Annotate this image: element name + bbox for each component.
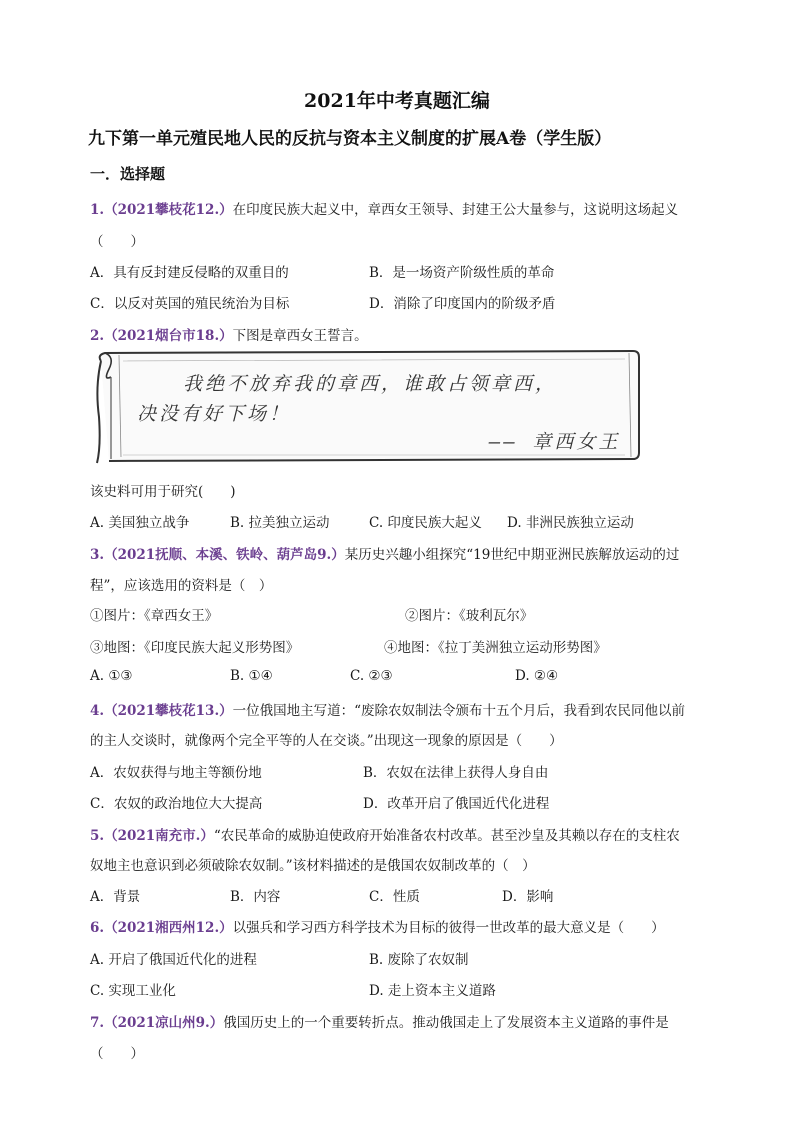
option-b: B. 废除了农奴制 — [369, 952, 469, 968]
option-d: D. 走上资本主义道路 — [369, 983, 496, 999]
option-b: B. ①④ — [230, 668, 273, 684]
question-text: 某历史兴趣小组探究“19世纪中期亚洲民族解放运动的过 — [344, 547, 680, 563]
question-4-stem-2: 的主人交谈时，就像两个完全平等的人在交谈。”出现这一现象的原因是（ ） — [90, 733, 563, 749]
scroll-image — [93, 347, 641, 467]
question-number: 4. — [90, 703, 105, 719]
question-source: （2021抚顺、本溪、铁岭、葫芦岛9.） — [104, 547, 345, 563]
option-c: C．性质 — [369, 889, 420, 905]
question-text: 俄国历史上的一个重要转折点。推动俄国走上了发展资本主义道路的事件是 — [223, 1015, 669, 1031]
question-number: 2. — [90, 328, 105, 344]
option-b: B．内容 — [230, 889, 281, 905]
option-d: D．影响 — [502, 889, 554, 905]
quote-line-1: 我绝不放弃我的章西，谁敢占领章西， — [183, 373, 558, 395]
option-a: A．背景 — [90, 889, 141, 905]
question-3-stem-2: 程”，应该选用的资料是（ ） — [90, 578, 273, 594]
question-1-blank: （ ） — [90, 234, 144, 250]
material-item: ②图片：《玻利瓦尔》 — [405, 608, 534, 624]
question-2-stem — [90, 324, 368, 344]
question-source: （2021湘西州12.） — [104, 920, 233, 936]
question-source: （2021南充市.） — [104, 828, 214, 844]
material-item: ③地图：《印度民族大起义形势图》 — [90, 640, 300, 656]
option-a: A. ①③ — [90, 668, 133, 684]
question-number: 3. — [90, 547, 105, 563]
option-b: B．是一场资产阶级性质的革命 — [369, 265, 555, 281]
question-text: “农民革命的威胁迫使政府开始准备农村改革。甚至沙皇及其赖以存在的支柱农 — [213, 828, 680, 844]
material-item: ①图片：《章西女王》 — [90, 608, 219, 624]
question-number: 5. — [90, 828, 105, 844]
question-1-stem — [90, 198, 678, 218]
question-2-ask: 该史料可用于研究( ) — [90, 484, 236, 500]
option-b: B. 拉美独立运动 — [230, 515, 330, 531]
question-3-stem — [90, 543, 679, 563]
option-a: A. 开启了俄国近代化的进程 — [90, 952, 257, 968]
option-a: A．农奴获得与地主等额份地 — [90, 765, 262, 781]
question-source: （2021攀枝花12.） — [104, 202, 233, 218]
option-c: C. 实现工业化 — [90, 983, 176, 999]
option-c: C. ②③ — [350, 668, 393, 684]
question-4-stem — [90, 699, 685, 719]
question-text: 下图是章西女王誓言。 — [232, 328, 368, 344]
option-c: C．以反对英国的殖民统治为目标 — [90, 296, 290, 312]
option-a: A．具有反封建反侵略的双重目的 — [90, 265, 289, 281]
page-subtitle: 九下第一单元殖民地人民的反抗与资本主义制度的扩展A卷（学生版） — [88, 129, 612, 149]
question-number: 7. — [90, 1015, 105, 1031]
question-source: （2021烟台市18.） — [104, 328, 233, 344]
question-5-stem — [90, 824, 680, 844]
question-text: 一位俄国地主写道：“废除农奴制法令颁布十五个月后，我看到农民同他以前 — [232, 703, 686, 719]
question-text: 在印度民族大起义中，章西女王领导、封建王公大量参与，这说明这场起义 — [232, 202, 679, 218]
material-item: ④地图：《拉丁美洲独立运动形势图》 — [384, 640, 607, 656]
option-d: D．改革开启了俄国近代化进程 — [363, 796, 550, 812]
option-d: D. 非洲民族独立运动 — [507, 515, 634, 531]
option-c: C．农奴的政治地位大大提高 — [90, 796, 263, 812]
option-d: D．消除了印度国内的阶级矛盾 — [369, 296, 556, 312]
option-b: B．农奴在法律上获得人身自由 — [363, 765, 549, 781]
question-7-stem — [90, 1011, 669, 1031]
question-7-blank: （ ） — [90, 1046, 144, 1062]
question-6-stem — [90, 916, 665, 936]
question-number: 6. — [90, 920, 105, 936]
question-source: （2021凉山州9.） — [104, 1015, 224, 1031]
option-d: D. ②④ — [515, 668, 559, 684]
page-title: 2021年中考真题汇编 — [304, 90, 490, 112]
option-a: A. 美国独立战争 — [90, 515, 190, 531]
question-text: 以强兵和学习西方科学技术为目标的彼得一世改革的最大意义是（ ） — [232, 920, 665, 936]
option-c: C. 印度民族大起义 — [369, 515, 482, 531]
section-heading: 一．选择题 — [90, 165, 166, 183]
question-5-stem-2: 奴地主也意识到必须破除农奴制。”该材料描述的是俄国农奴制改革的（ ） — [90, 858, 536, 874]
quote-signature: —— 章西女王 — [489, 431, 621, 453]
question-source: （2021攀枝花13.） — [104, 703, 233, 719]
question-number: 1. — [90, 202, 105, 218]
quote-line-2: 决没有好下场！ — [137, 403, 292, 425]
